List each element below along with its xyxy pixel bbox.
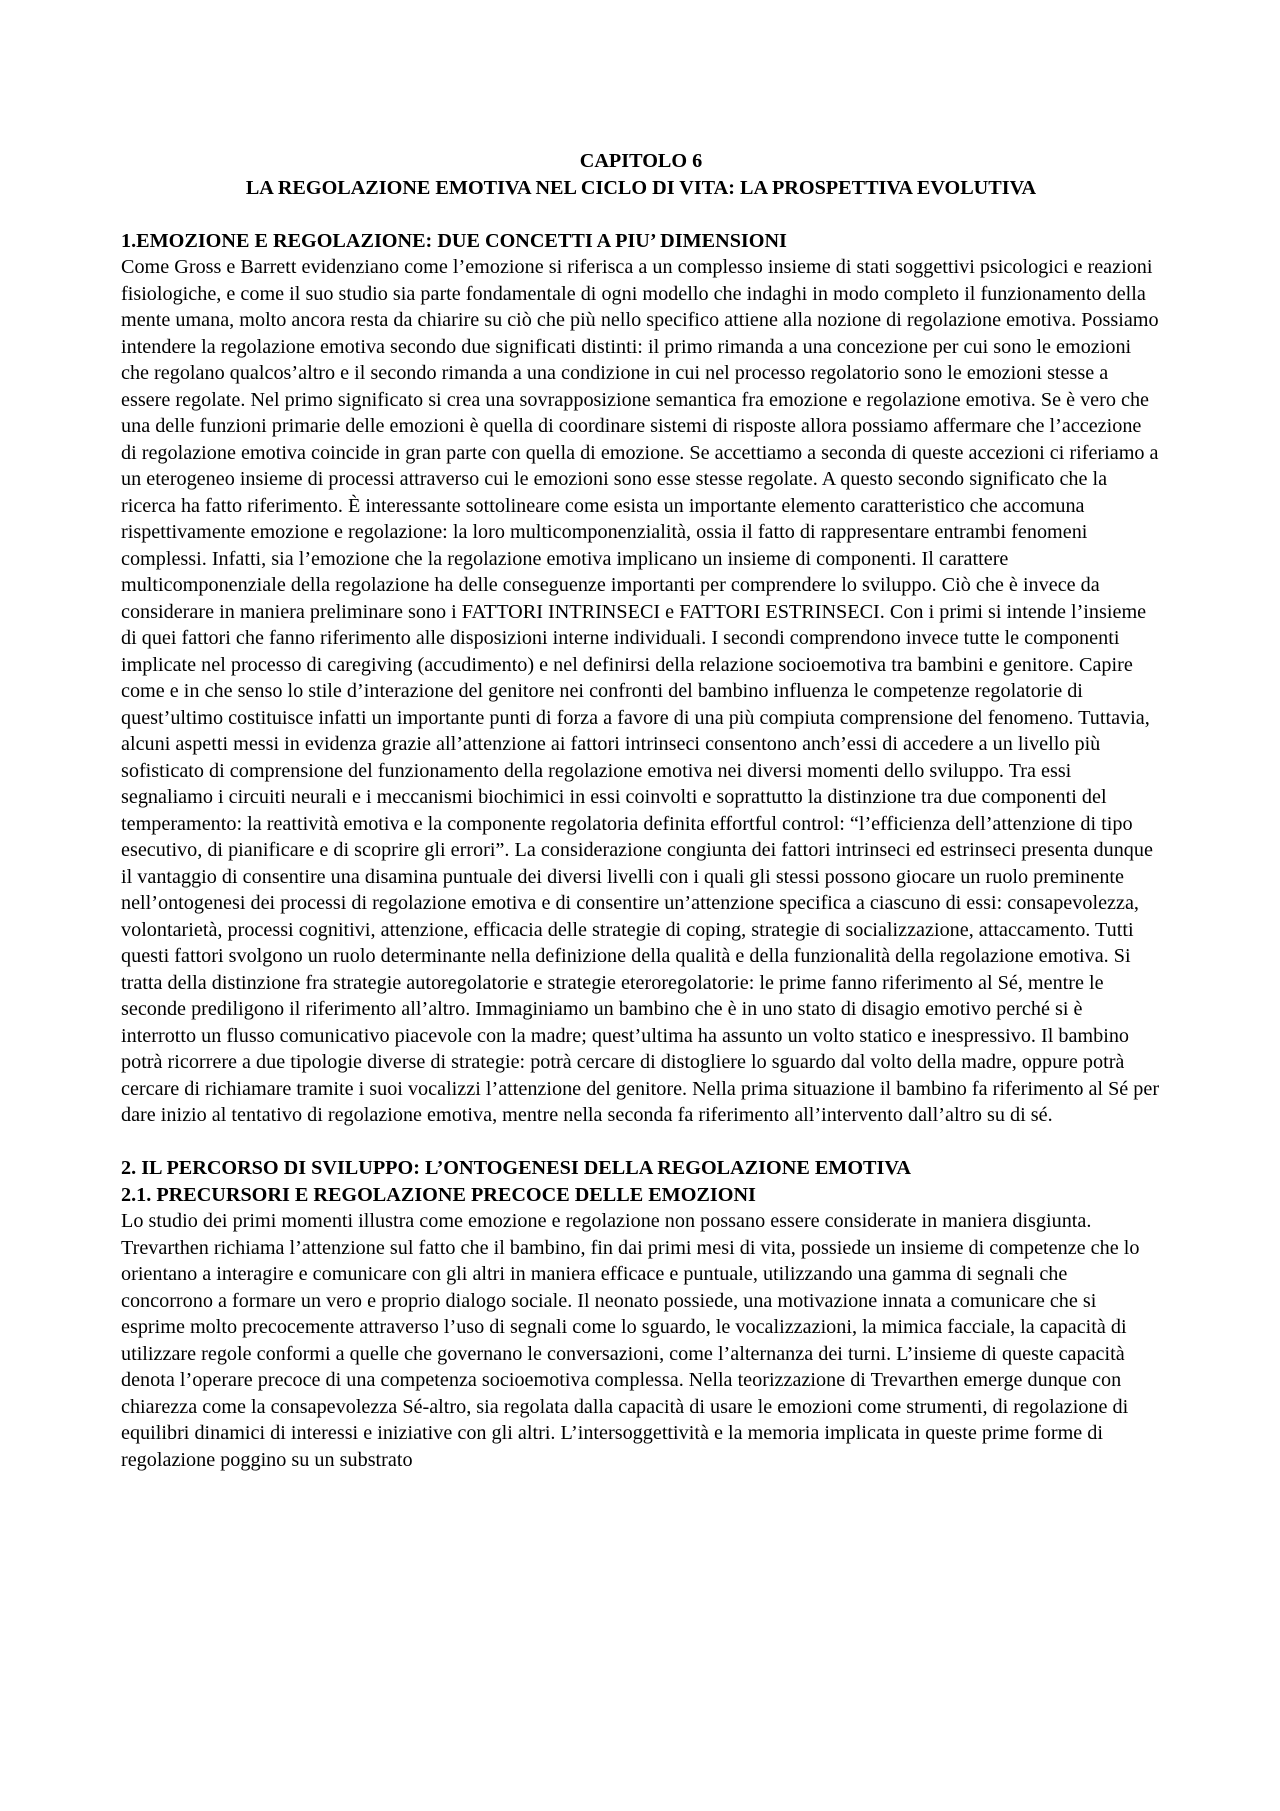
section-heading-1: 1.EMOZIONE E REGOLAZIONE: DUE CONCETTI A PIU’ DIMENSIONI: [121, 229, 787, 252]
chapter-title: LA REGOLAZIONE EMOTIVA NEL CICLO DI VITA: LA PROSPETTIVA EVOLUTIVA: [245, 176, 1037, 199]
section-subheading-2-1: 2.1. PRECURSORI E REGOLAZIONE PRECOCE DELLE EMOZIONI: [121, 1183, 756, 1206]
spacer: [121, 1129, 1161, 1156]
spacer: [121, 201, 1161, 228]
section-heading-2: 2. IL PERCORSO DI SVILUPPO: L’ONTOGENESI DELLA REGOLAZIONE EMOTIVA: [121, 1157, 911, 1179]
chapter-label: CAPITOLO 6: [579, 150, 703, 172]
section-body-1: Come Gross e Barrett evidenziano come l’emozione si riferisca a un complesso insieme di stati soggettivi psicologici e reazioni fisiologiche, e come il suo studio sia parte fondamentale di ogni modello che indaghi in modo completo il funzionamento della mente umana, molto ancora resta da chiarire su ciò che più nello specifico attiene alla nozione di regolazione emotiva. Possiamo intendere la regolazione emotiva secondo due significati distinti: il primo rimanda a una concezione per cui sono le emozioni che regolano qualcos’altro e il secondo rimanda a una condizione in cui nel processo regolatorio sono le emozioni stesse a essere regolate. Nel primo significato si crea una sovrapposizione semantica fra emozione e regolazione emotiva. Se è vero che una delle funzioni primarie delle emozioni è quella di coordinare sistemi di risposte allora possiamo affermare che l’accezione di regolazione emotiva coincide in gran parte con quella di emozione. Se accettiamo a seconda di queste accezioni ci riferiamo a un eterogeneo insieme di processi attraverso cui le emozioni sono esse stesse regolate. A questo secondo significato che la ricerca ha fatto riferimento. È interessante sottolineare come esista un importante elemento caratteristico che accomuna rispettivamente emozione e regolazione: la loro multicomponenzialità, ossia il fatto di rappresentare entrambi fenomeni complessi. Infatti, sia l’emozione che la regolazione emotiva implicano un insieme di componenti. Il carattere multicomponenziale della regolazione ha delle conseguenze importanti per comprendere lo sviluppo. Ciò che è invece da considerare in maniera preliminare sono i FATTORI INTRINSECI e FATTORI ESTRINSECI. Con i primi si intende l’insieme di quei fattori che fanno riferimento alle disposizioni interne individuali. I secondi comprendono invece tutte le componenti implicate nel processo di caregiving (accudimento) e nel definirsi della relazione socioemotiva tra bambini e genitore. Capire come e in che senso lo stile d’interazione del genitore nei confronti del bambino influenza le competenze regolatorie di quest’ultimo costituisce infatti un importante punti di forza a favore di una più compiuta comprensione del fenomeno. Tuttavia, alcuni aspetti messi in evidenza grazie all’attenzione ai fattori intrinseci consentono anch’essi di accedere a un livello più sofisticato di comprensione del funzionamento della regolazione emotiva nei diversi momenti dello sviluppo. Tra essi segnaliamo i circuiti neurali e i meccanismi biochimici in essi coinvolti e soprattutto la distinzione tra due componenti del temperamento: la reattività emotiva e la componente regolatoria definita effortful control: “l’efficienza dell’attenzione di tipo esecutivo, di pianificare e di scoprire gli errori”. La considerazione congiunta dei fattori intrinseci ed estrinseci presenta dunque il vantaggio di consentire una disamina puntuale dei diversi livelli con i quali gli stessi possono giocare un ruolo preminente nell’ontogenesi dei processi di regolazione emotiva e di consentire un’attenzione specifica a ciascuno di essi: consapevolezza, volontarietà, processi cognitivi, attenzione, efficacia delle strategie di coping, strategie di socializzazione, attaccamento. Tutti questi fattori svolgono un ruolo determinante nella definizione della qualità e della funzionalità della regolazione emotiva. Si tratta della distinzione fra strategie autoregolatorie e strategie eteroregolatorie: le prime fanno riferimento al Sé, mentre le seconde prediligono il riferimento all’altro. Immaginiamo un bambino che è in uno stato di disagio emotivo perché si è interrotto un flusso comunicativo piacevole con la madre; quest’ultima ha assunto un volto statico e inespressivo. Il bambino potrà ricorrere a due tipologie diverse di strategie: potrà cercare di distogliere lo sguardo dal volto della madre, oppure potrà cercare di richiamare tramite i suoi vocalizzi l’attenzione del genitore. Nella prima situazione il bambino fa riferimento al Sé per dare inizio al tentativo di regolazione emotiva, mentre nella seconda fa riferimento all’intervento dall’altro su di sé.: [121, 256, 1160, 1126]
section-body-2: Lo studio dei primi momenti illustra come emozione e regolazione non possano essere considerate in maniera disgiunta. Trevarthen richiama l’attenzione sul fatto che il bambino, fin dai primi mesi di vita, possiede un insieme di competenze che lo orientano a interagire e comunicare con gli altri in maniera efficace e puntuale, utilizzando una gamma di segnali che concorrono a formare un vero e proprio dialogo sociale. Il neonato possiede, una motivazione innata a comunicare che si esprime molto precocemente attraverso l’uso di segnali come lo sguardo, le vocalizzazioni, la mimica facciale, la capacità di utilizzare regole conformi a quelle che governano le conversazioni, come l’alternanza dei turni. L’insieme di queste capacità denota l’operare precoce di una competenza socioemotiva complessa. Nella teorizzazione di Trevarthen emerge dunque con chiarezza come la consapevolezza Sé-altro, sia regolata dalla capacità di usare le emozioni come strumenti, di regolazione di equilibri dinamici di interessi e iniziative con gli altri. L’intersoggettività e la memoria implicata in queste prime forme di regolazione poggino su un substrato: [121, 1210, 1140, 1471]
document-page: [121, 148, 1161, 1473]
